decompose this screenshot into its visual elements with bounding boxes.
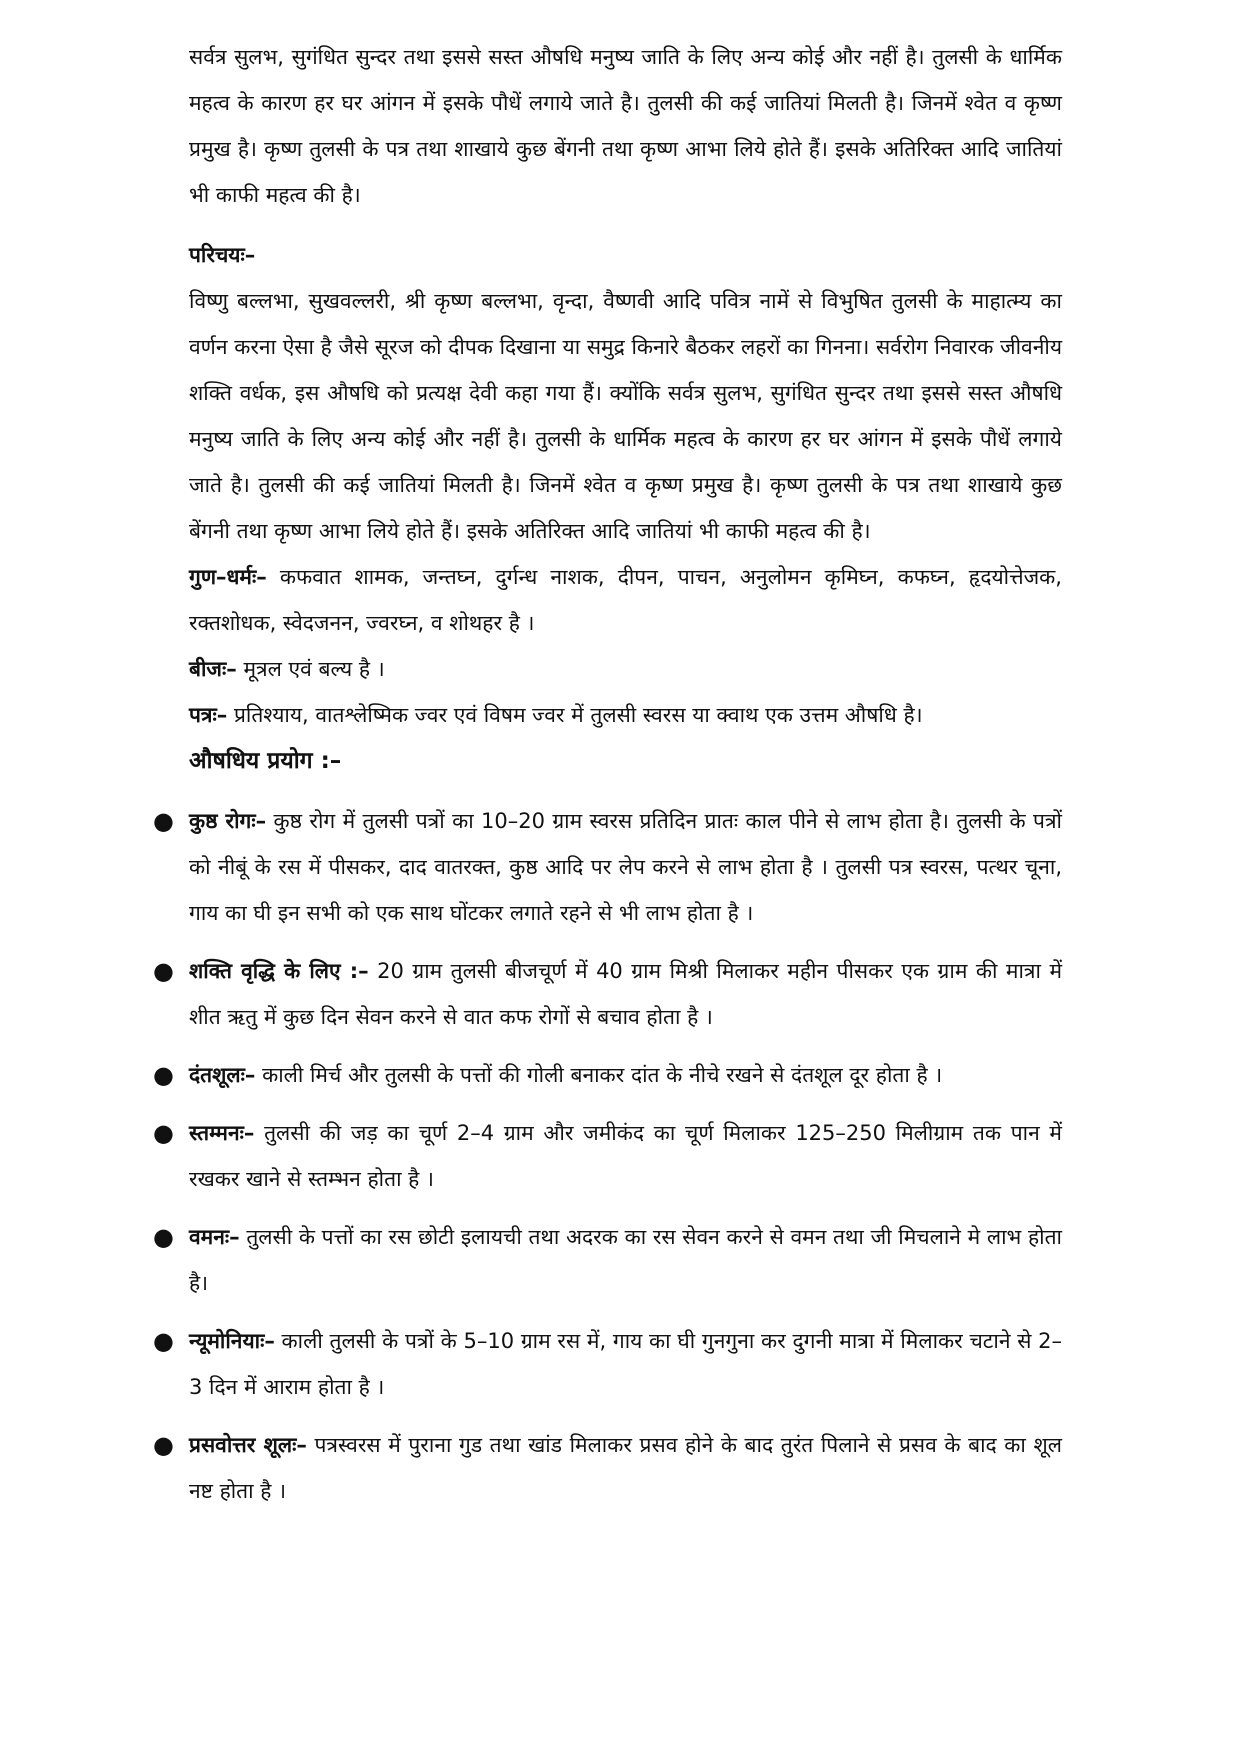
use-text: तुलसी की जड़ का चूर्ण 2–4 ग्राम और जमीकंद का चूर्ण मिलाकर 125–250 मिलीग्राम तक पान में रखकर खाने से स्तम्भन होता है । (189, 1121, 1062, 1191)
list-item (153, 1422, 1062, 1514)
use-label: न्यूमोनियाः– (189, 1329, 275, 1353)
gun-dharm-paragraph (189, 554, 1062, 646)
usage-list (153, 798, 1063, 1514)
use-text: कुष्ठ रोग में तुलसी पत्रों का 10–20 ग्राम स्वरस प्रतिदिन प्रातः काल पीने से लाभ होता है। तुलसी के पत्रों को नीबूं के रस में पीसकर, दाद वातरक्त, कुष्ठ आदि पर लेप करने से लाभ होता है । तुलसी पत्र स्वरस, पत्थर चूना, गाय का घी इन सभी को एक साथ घोंटकर लगाते रहने से भी लाभ होता है । (189, 809, 1062, 925)
intro-paragraph: सर्वत्र सुलभ, सुगंधित सुन्दर तथा इससे सस्त औषधि मनुष्य जाति के लिए अन्य कोई और नहीं है। तुलसी के धार्मिक महत्व के कारण हर घर आंगन में इसके पौधें लगाये जाते है। तुलसी की कई जातियां मिलती है। जिनमें श्वेत व कृष्ण प्रमुख है। कृष्ण तुलसी के पत्र तथा शाखाये कुछ बेंगनी तथा कृष्ण आभा लिये होते हैं। इसके अतिरिक्त आदि जातियां भी काफी महत्व की है। (189, 45, 1062, 207)
bullet-icon: ● (153, 957, 174, 985)
use-label: स्तम्मनः– (189, 1121, 255, 1145)
bullet-icon: ● (153, 1327, 174, 1355)
use-text: तुलसी के पत्तों का रस छोटी इलायची तथा अदरक का रस सेवन करने से वमन तथा जी मिचलाने मे लाभ होता है। (189, 1225, 1062, 1295)
bullet-icon: ● (153, 1119, 174, 1147)
use-text: पत्रस्वरस में पुराना गुड तथा खांड मिलाकर प्रसव होने के बाद तुरंत पिलाने से प्रसव के बाद का शूल नष्ट होता है । (189, 1433, 1062, 1503)
bullet-icon: ● (153, 807, 174, 835)
patra-text: प्रतिश्याय, वातश्लेष्मिक ज्वर एवं विषम ज्वर में तुलसी स्वरस या क्वाथ एक उत्तम औषधि है। (227, 703, 923, 727)
use-text: 20 ग्राम तुलसी बीजचूर्ण में 40 ग्राम मिश्री मिलाकर महीन पीसकर एक ग्राम की मात्रा में शीत ऋतु में कुछ दिन सेवन करने से वात कफ रोगों से बचाव होता है । (189, 959, 1063, 1029)
bullet-icon: ● (153, 1061, 174, 1089)
patra-paragraph (189, 692, 1062, 738)
gun-dharm-text: कफवात शामक, जन्तघ्न, दुर्गन्ध नाशक, दीपन, पाचन, अनुलोमन कृमिघ्न, कफघ्न, हृदयोत्तेजक, रक्तशोधक, स्वेदजनन, ज्वरघ्न, व शोथहर है । (189, 565, 1062, 635)
gun-dharm-label: गुण–धर्मः– (189, 565, 267, 589)
list-item (153, 1318, 1062, 1410)
use-label: वमनः– (189, 1225, 240, 1249)
patra-label: पत्रः– (189, 703, 228, 727)
beej-paragraph (189, 646, 1062, 692)
parichay-heading: परिचयः– (189, 243, 256, 267)
usage-heading: औषधिय प्रयोग :– (189, 748, 342, 774)
bullet-icon: ● (153, 1431, 174, 1459)
beej-label: बीजः– (189, 657, 237, 681)
use-label: प्रसवोत्तर शूलः– (189, 1433, 307, 1457)
list-item (153, 798, 1062, 936)
use-label: दंतशूलः– (189, 1063, 256, 1087)
list-item (153, 948, 1063, 1040)
list-item (153, 1052, 1062, 1098)
use-label: कुष्ठ रोगः– (189, 809, 267, 833)
use-text: काली मिर्च और तुलसी के पत्तों की गोली बनाकर दांत के नीचे रखने से दंतशूल दूर होता है । (255, 1063, 943, 1087)
parichay-paragraph: विष्णु बल्लभा, सुखवल्लरी, श्री कृष्ण बल्लभा, वृन्दा, वैष्णवी आदि पवित्र नामें से विभुषित तुलसी के माहात्म्य का वर्णन करना ऐसा है जैसे सूरज को दीपक दिखाना या समुद्र किनारे बैठकर लहरों का गिनना। सर्वरोग निवारक जीवनीय शक्ति वर्धक, इस औषधि को प्रत्यक्ष देवी कहा गया हैं। क्योंकि सर्वत्र सुलभ, सुगंधित सुन्दर तथा इससे सस्त औषधि मनुष्य जाति के लिए अन्य कोई और नहीं है। तुलसी के धार्मिक महत्व के कारण हर घर आंगन में इसके पौधें लगाये जाते है। तुलसी की कई जातियां मिलती है। जिनमें श्वेत व कृष्ण प्रमुख है। कृष्ण तुलसी के पत्र तथा शाखाये कुछ बेंगनी तथा कृष्ण आभा लिये होते हैं। इसके अतिरिक्त आदि जातियां भी काफी महत्व की है। (189, 289, 1063, 543)
list-item (153, 1214, 1062, 1306)
bullet-icon: ● (153, 1223, 174, 1251)
use-text: काली तुलसी के पत्रों के 5–10 ग्राम रस में, गाय का घी गुनगुना कर दुगनी मात्रा में मिलाकर चटाने से 2–3 दिन में आराम होता है । (189, 1329, 1062, 1399)
use-label: शक्ति वृद्धि के लिए :– (189, 959, 369, 983)
beej-text: मूत्रल एवं बल्य है । (236, 657, 385, 681)
list-item (153, 1110, 1062, 1202)
